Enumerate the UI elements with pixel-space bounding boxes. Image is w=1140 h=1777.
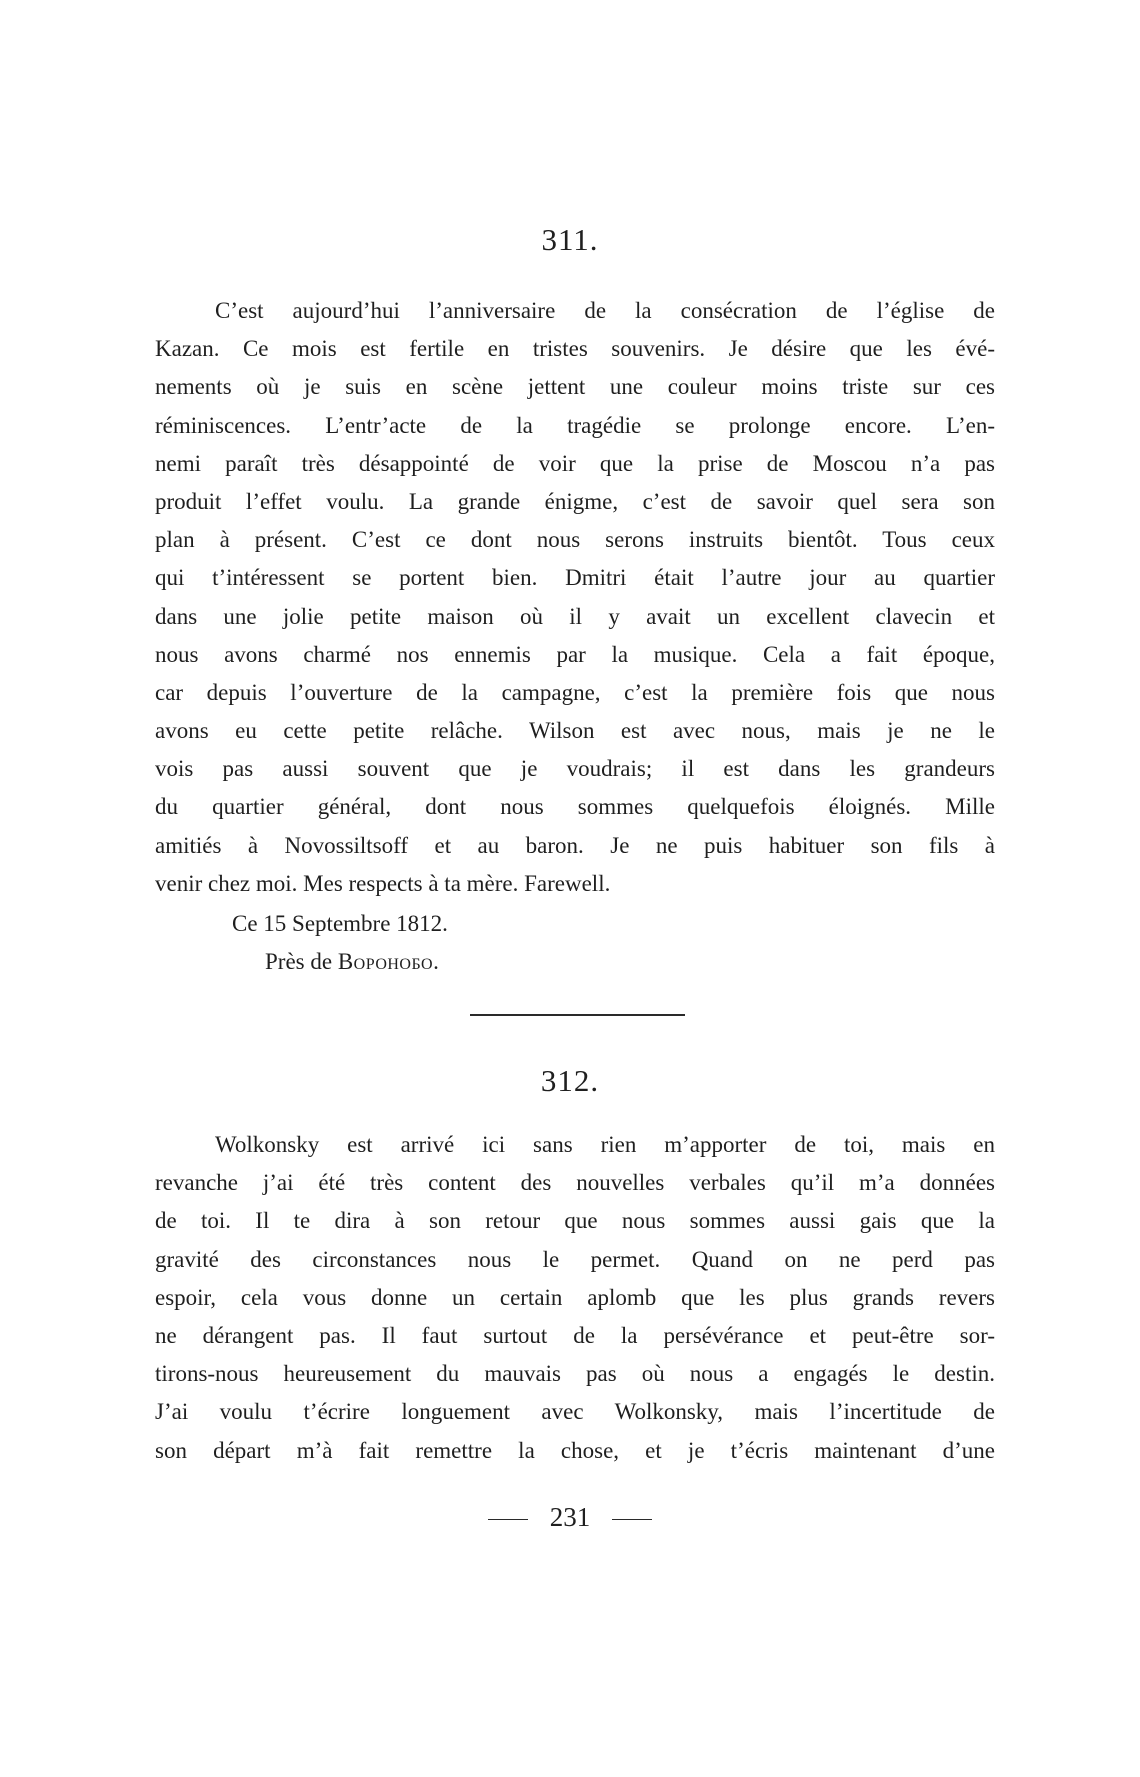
letter-312-body [155,1126,995,1470]
page-number: 231 [549,1502,591,1532]
letter-place-name: Воронобо. [337,949,440,974]
text-line: Kazan. Ce mois est fertile en tristes souvenirs. Je désire que les évé- [155,336,995,362]
text-line: qui t’intéressent se portent bien. Dmitri était l’autre jour au quartier [155,565,995,591]
page-footer [0,1502,1140,1533]
text-line: C’est aujourd’hui l’anniversaire de la consécration de l’église de [215,298,995,323]
letter-311-body [155,292,995,903]
text-line: réminiscences. L’entr’acte de la tragédie se prolonge encore. L’en- [155,412,995,438]
letter-place-prefix: Près de [265,949,338,974]
text-line: venir chez moi. Mes respects à ta mère. Farewell. [155,870,611,896]
text-line: espoir, cela vous donne un certain aplomb que les plus grands revers [155,1284,995,1310]
text-line: nemi paraît très désappointé de voir que la prise de Moscou n’a pas [155,450,995,476]
text-line: car depuis l’ouverture de la campagne, c’est la première fois que nous [155,679,995,705]
letter-place [265,943,439,981]
letter-number-311: 311. [541,222,599,257]
text-line: son départ m’à fait remettre la chose, et je t’écris maintenant d’une [155,1437,995,1463]
text-line: dans une jolie petite maison où il y avait un excellent clavecin et [155,603,995,629]
text-line: vois pas aussi souvent que je voudrais; il est dans les grandeurs [155,756,995,782]
text-line: du quartier général, dont nous sommes quelquefois éloignés. Mille [155,794,995,820]
section-divider [470,1014,685,1016]
letter-number-312: 312. [540,1063,600,1098]
folio-dash-left [488,1519,528,1520]
text-line: gravité des circonstances nous le permet. Quand on ne perd pas [155,1246,995,1272]
text-line: avons eu cette petite relâche. Wilson est avec nous, mais je ne le [155,718,995,744]
text-line: nements où je suis en scène jettent une couleur moins triste sur ces [155,374,995,400]
text-line: nous avons charmé nos ennemis par la musique. Cela a fait époque, [155,641,995,667]
text-line: produit l’effet voulu. La grande énigme, c’est de savoir quel sera son [155,488,995,514]
text-line: plan à présent. C’est ce dont nous serons instruits bientôt. Tous ceux [155,527,995,553]
text-line: amitiés à Novossiltsoff et au baron. Je ne puis habituer son fils à [155,832,995,858]
text-line: tirons-nous heureusement du mauvais pas où nous a engagés le destin. [155,1361,995,1387]
text-line: ne dérangent pas. Il faut surtout de la persévérance et peut-être sor- [155,1322,995,1348]
text-line: revanche j’ai été très content des nouvelles verbales qu’il m’a données [155,1170,995,1196]
folio-dash-right [612,1519,652,1520]
text-line: Wolkonsky est arrivé ici sans rien m’apporter de toi, mais en [215,1132,995,1157]
letter-date: Ce 15 Septembre 1812. [232,911,448,936]
text-line: de toi. Il te dira à son retour que nous sommes aussi gais que la [155,1208,995,1234]
text-line: J’ai voulu t’écrire longuement avec Wolkonsky, mais l’incertitude de [155,1399,995,1425]
